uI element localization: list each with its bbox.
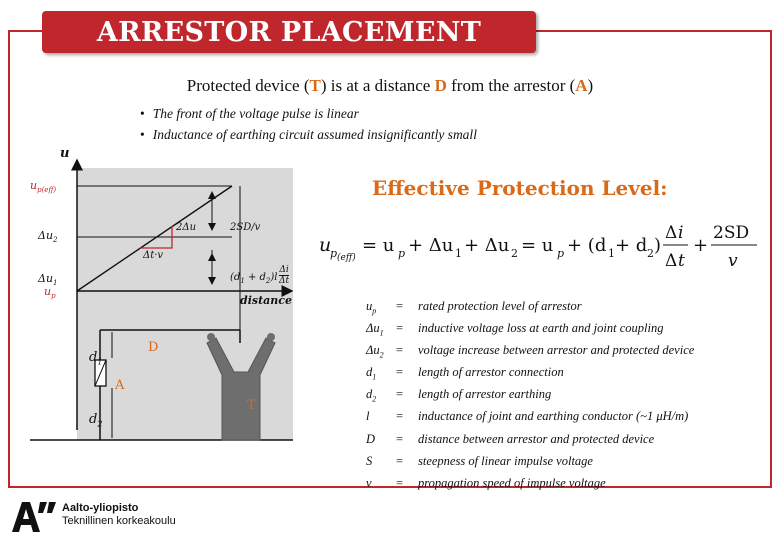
- legend-sym: [366, 386, 396, 408]
- legend-sub: 1: [379, 328, 384, 338]
- svg-text:Δ: Δ: [665, 251, 678, 271]
- legend-row: [366, 364, 694, 386]
- logo-line2: Teknillinen korkeakoulu: [62, 515, 176, 527]
- du2-sym: Δu: [38, 229, 54, 242]
- legend-row: [366, 320, 694, 342]
- epl-title: Effective Protection Level:: [372, 176, 668, 200]
- svg-text:(eff): (eff): [337, 253, 356, 263]
- d1-sym: d: [89, 350, 98, 365]
- subtitle-middle: ) is at a distance: [320, 76, 435, 95]
- page-title: ARRESTOR PLACEMENT: [96, 16, 482, 48]
- bullet-item: • The front of the voltage pulse is linear: [140, 103, 477, 124]
- legend-sym-text: D: [366, 431, 376, 446]
- legend-eq: =: [396, 431, 404, 446]
- svg-text:): ): [654, 235, 662, 256]
- svg-text:+: +: [693, 235, 709, 256]
- svg-text:= u: = u: [362, 235, 395, 256]
- legend-sub: 2: [379, 350, 384, 360]
- svg-text:v: v: [728, 251, 738, 271]
- legend-eq: =: [396, 343, 404, 358]
- epl-formula: [313, 216, 761, 276]
- legend-eq: =: [396, 475, 404, 490]
- legend-sym-text: Δu: [366, 321, 380, 336]
- legend-sym-text: l: [366, 409, 370, 424]
- bullet-item: • Inductance of earthing circuit assumed insignificantly small: [140, 124, 477, 145]
- legend-row: [366, 386, 694, 408]
- legend-eq: =: [396, 365, 404, 380]
- legend-row: [366, 408, 694, 430]
- legend-sym-text: d: [366, 365, 373, 380]
- svg-text:+ (d: + (d: [567, 235, 607, 256]
- subtitle-d: D: [434, 76, 447, 95]
- up-eff-sub: p(eff): [37, 186, 57, 195]
- legend-desc: distance between arrestor and protected device: [418, 431, 655, 446]
- legend-desc: propagation speed of impulse voltage: [418, 475, 606, 490]
- svg-text:2: 2: [647, 247, 654, 260]
- legend-sym-text: u: [366, 299, 373, 313]
- di-dt-fraction: [279, 265, 289, 286]
- d-formula-sub2: 2: [265, 277, 271, 285]
- svg-text:u: u: [319, 234, 332, 256]
- d2-sub: 2: [97, 419, 103, 429]
- svg-text:Δ: Δ: [665, 223, 678, 243]
- subtitle-a: A: [575, 76, 588, 95]
- svg-text:1: 1: [455, 247, 462, 260]
- legend: [366, 298, 694, 497]
- legend-eq: =: [396, 387, 404, 402]
- svg-text:p: p: [398, 247, 406, 260]
- label-T: T: [247, 398, 256, 413]
- du2-label: [38, 229, 58, 244]
- svg-text:2: 2: [511, 247, 518, 260]
- svg-text:p: p: [557, 247, 565, 260]
- legend-sub: p: [372, 306, 377, 316]
- legend-desc: inductive voltage loss at earth and joint coupling: [418, 321, 664, 336]
- up-eff-sym: u: [30, 179, 38, 192]
- dt-v-label: Δt·v: [143, 250, 164, 261]
- axis-u-label: u: [60, 146, 70, 161]
- legend-row: [366, 453, 694, 475]
- d-formula-a: (d: [230, 272, 241, 283]
- du1-sym: Δu: [38, 272, 54, 285]
- legend-desc: length of arrestor connection: [418, 365, 564, 380]
- legend-sym-text: S: [366, 453, 373, 468]
- frac-num: Δi: [279, 265, 289, 275]
- legend-sub: 1: [372, 372, 377, 382]
- svg-text:+ d: + d: [615, 235, 648, 256]
- subtitle-middle2: from the arrestor (: [446, 76, 576, 95]
- legend-desc: voltage increase between arrestor and protected device: [418, 343, 695, 358]
- svg-text:t: t: [678, 251, 685, 271]
- du1-sub: 1: [53, 279, 58, 288]
- subtitle-prefix: Protected device (: [186, 76, 310, 95]
- d-formula-label: [230, 272, 278, 285]
- legend-row: [366, 342, 694, 364]
- up-sub: p: [51, 292, 56, 301]
- legend-eq: =: [396, 409, 404, 424]
- subtitle-suffix: ): [587, 76, 594, 95]
- legend-desc: inductance of joint and earthing conductor (~1 μH/m): [418, 409, 689, 424]
- legend-sym: [366, 408, 396, 430]
- label-D: D: [148, 340, 159, 355]
- legend-row: [366, 475, 694, 497]
- bushing-right: [267, 333, 275, 341]
- d1-label: [89, 350, 102, 367]
- legend-row: [366, 431, 694, 453]
- distance-label: distance: [240, 294, 292, 307]
- d-formula-b: + d: [244, 272, 266, 283]
- aalto-logo-icon: [10, 500, 58, 534]
- legend-sym: [366, 342, 396, 364]
- svg-text:2SD: 2SD: [713, 223, 750, 243]
- svg-text:+ Δu: + Δu: [464, 235, 510, 256]
- du2-sub: 2: [53, 236, 58, 245]
- legend-desc: steepness of linear impulse voltage: [418, 453, 593, 468]
- bushing-left: [207, 333, 215, 341]
- d-formula-c: )l: [270, 272, 278, 283]
- up-sym: u: [44, 285, 52, 298]
- legend-eq: =: [396, 321, 404, 336]
- label-A: A: [115, 378, 125, 393]
- d-formula-sub1: 1: [240, 277, 245, 285]
- legend-sym: [366, 320, 396, 342]
- legend-sym-text: d: [366, 387, 373, 402]
- legend-sym-text: Δu: [366, 343, 380, 358]
- legend-eq: =: [396, 453, 404, 468]
- up-label: [44, 285, 56, 300]
- svg-text:i: i: [678, 223, 684, 243]
- legend-sym-text: v: [366, 475, 372, 490]
- svg-text:p: p: [330, 247, 338, 260]
- up-eff-label: [30, 179, 56, 194]
- legend-eq: =: [396, 299, 404, 313]
- d1-sub: 1: [97, 357, 103, 367]
- two-du-label: 2Δu: [176, 222, 197, 233]
- logo-text: [62, 502, 176, 528]
- subtitle-t: T: [309, 76, 321, 95]
- frac-den: Δt: [279, 276, 290, 286]
- two-sd-v-label: 2SD/v: [230, 222, 261, 233]
- svg-text:+ Δu: + Δu: [408, 235, 454, 256]
- svg-text:1: 1: [608, 247, 615, 260]
- d2-sym: d: [89, 412, 98, 427]
- legend-sym: [366, 475, 396, 497]
- legend-sym: [366, 298, 396, 320]
- legend-sym: [366, 364, 396, 386]
- svg-text:= u: = u: [521, 235, 554, 256]
- legend-sub: 2: [372, 394, 377, 404]
- d2-label: [89, 412, 102, 429]
- logo-line1: Aalto-yliopisto: [62, 502, 139, 514]
- legend-sym: [366, 431, 396, 453]
- legend-sym: [366, 453, 396, 475]
- legend-row: [366, 298, 694, 320]
- legend-desc: rated protection level of arrestor: [418, 299, 582, 313]
- legend-desc: length of arrestor earthing: [418, 387, 552, 402]
